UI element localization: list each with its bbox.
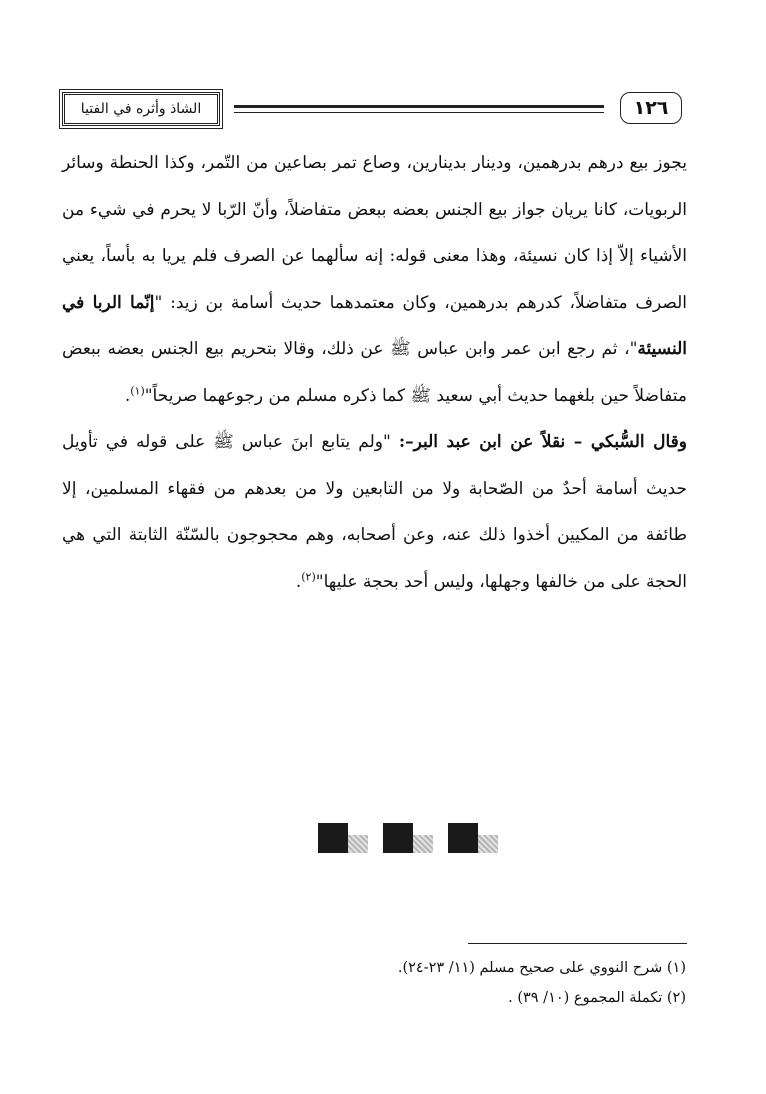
paragraph-1-part-b: "، ثم رجع ابن عمر وابن عباس ﷺ عن ذلك، وقالا بتحريم بيع الجنس بعضه ببعض متفاضلاً حين بلغهما حديث أبي سعيد ﷺ كما ذكره مسلم من رجوعهما صريحاً" xyxy=(62,339,687,406)
running-title: الشاذ وأثره في الفتيا xyxy=(62,92,220,126)
footnote-1-number: (١) xyxy=(666,960,686,976)
footnote-1 xyxy=(86,953,686,983)
header-rule xyxy=(234,105,604,113)
section-separator xyxy=(318,823,500,853)
footnote-2-number: (٢) xyxy=(666,990,686,1006)
separator-square-icon xyxy=(448,823,500,853)
paragraph-1-part-a: يجوز بيع درهم بدرهمين، ودينار بدينارين، وصاع تمر بصاعين من التّمر، وكذا الحنطة وسائر الربويات، كانا يريان جواز بيع الجنس بعضه ببعض متفاضلاً، وأنّ الرّبا لا يحرم في شيء من الأشياء إلاّ إذا كان نسيئة، وهذا معنى قوله: إنه سألهما عن الصرف فلم يريا به بأساً، يعني الصرف متفاضلاً، كدرهم بدرهمين، وكان معتمدهما حديث أسامة بن زيد: " xyxy=(62,153,688,313)
paragraph-1 xyxy=(62,140,687,419)
footnote-2-text: تكملة المجموع (١٠/ ٣٩) . xyxy=(508,990,667,1006)
paragraph-2-lead: وقال السُّبكي – نقلاً عن ابن عبد البر–: xyxy=(398,432,687,452)
separator-square-icon xyxy=(318,823,370,853)
footnote-1-text: شرح النووي على صحيح مسلم (١١/ ٢٣-٢٤). xyxy=(397,960,667,976)
paragraph-2-text: "ولم يتابع ابنَ عباس ﷺ على قوله في تأويل حديث أسامة أحدٌ من الصّحابة ولا من التابعين ولا من بعدهم من فقهاء المسلمين، إلا طائفة من المكيين أخذوا ذلك عنه، وعن أصحابه، وهم محجوجون بالسّنّة الثابتة التي هي الحجة على من خالفها وجهلها، وليس أحد بحجة عليها" xyxy=(62,432,687,592)
main-text xyxy=(62,140,687,605)
footnote-rule xyxy=(468,943,687,944)
footnote-ref-2: (٢) xyxy=(301,569,316,583)
page-header xyxy=(62,88,682,132)
page-number: ١٢٦ xyxy=(620,92,682,124)
separator-square-icon xyxy=(383,823,435,853)
paragraph-1-end: . xyxy=(124,385,131,406)
footnotes xyxy=(86,953,686,1013)
paragraph-2 xyxy=(62,419,687,605)
hadith-quote: إنّما الربا في النسيئة xyxy=(62,292,687,359)
footnote-ref-1: (١) xyxy=(130,383,145,397)
footnote-2 xyxy=(86,983,686,1013)
paragraph-2-end: . xyxy=(295,571,302,592)
